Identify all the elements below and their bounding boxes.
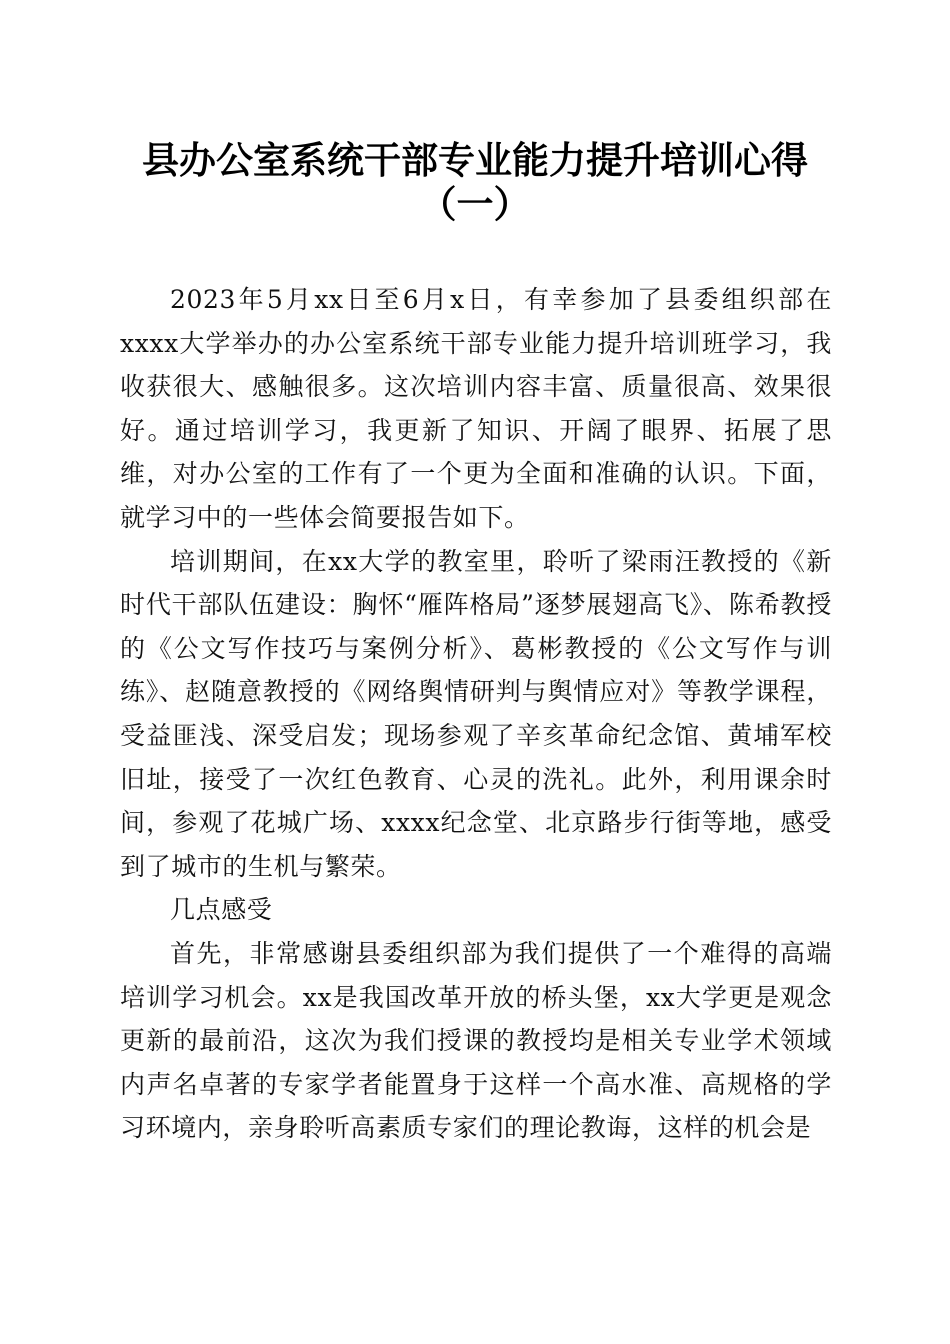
section-heading: 几点感受 [170,895,273,925]
paragraph-first-point: 首先，非常感谢县委组织部为我们提供了一个难得的高端培训学习机会。xx是我国改革开放的桥头堡，xx大学更是观念更新的最前沿，这次为我们授课的教授均是相关专业学术领域内声名卓著的专家学者能置身于这样一个高水准、高规格的学习环境内，亲身聆听高素质专家们的理论教诲，这样的机会是 [120,938,832,1143]
document-title: 县办公室系统干部专业能力提升培训心得 [142,138,808,182]
document-subtitle: （一） [419,182,531,226]
document-body [120,278,832,1150]
paragraph-intro: 2023年5月xx日至6月x日，有幸参加了县委组织部在xxxx大学举办的办公室系统干部专业能力提升培训班学习，我收获很大、感触很多。这次培训内容丰富、质量很高、效果很好。通过培训学习，我更新了知识、开阔了眼界、拓展了思维，对办公室的工作有了一个更为全面和准确的认识。下面，就学习中的一些体会简要报告如下。 [120,285,832,532]
paragraph-training: 培训期间，在xx大学的教室里，聆听了梁雨汪教授的《新时代干部队伍建设：胸怀“雁阵格局”逐梦展翅高飞》、陈希教授的《公文写作技巧与案例分析》、葛彬教授的《公文写作与训练》、赵随意教授的《网络舆情研判与舆情应对》等教学课程，受益匪浅、深受启发；现场参观了辛亥革命纪念馆、黄埔军校旧址，接受了一次红色教育、心灵的洗礼。此外，利用课余时间，参观了花城广场、xxxx纪念堂、北京路步行街等地，感受到了城市的生机与繁荣。 [120,546,832,881]
